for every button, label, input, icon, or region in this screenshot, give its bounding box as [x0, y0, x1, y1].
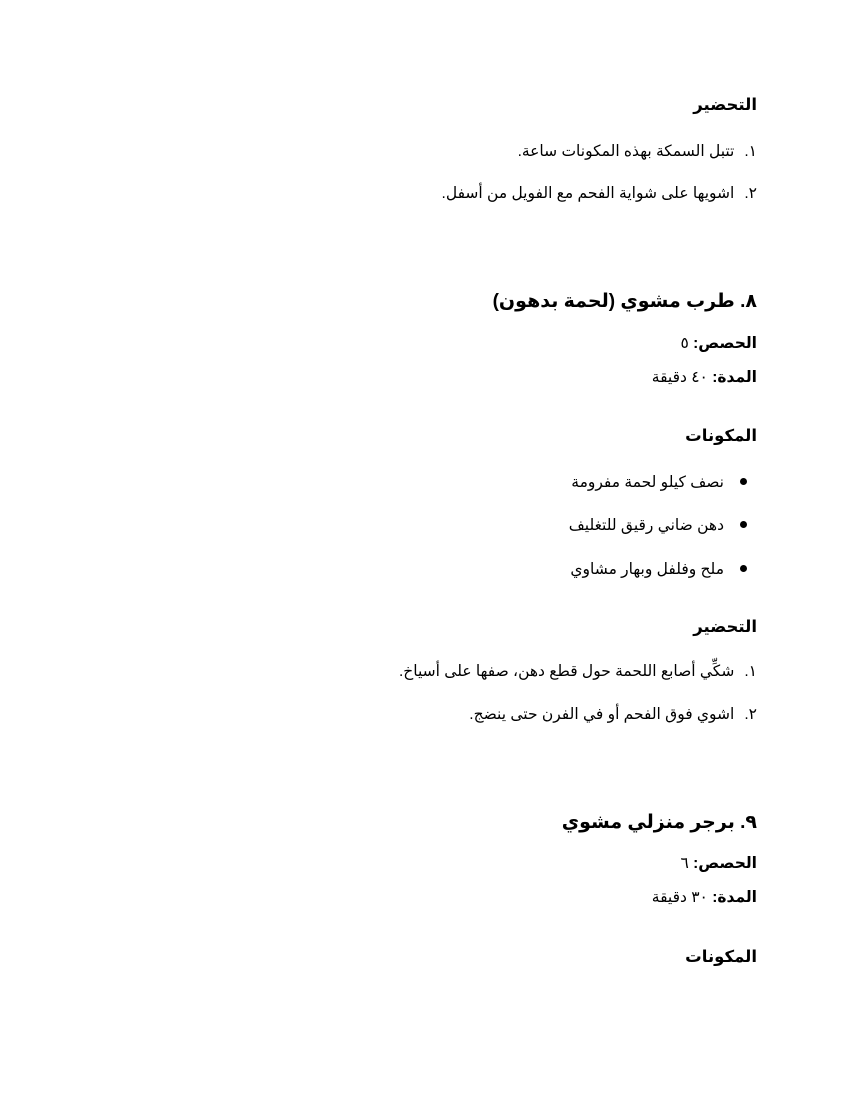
- ingredient-text: نصف كيلو لحمة مفرومة: [571, 474, 724, 491]
- duration-label: المدة:: [712, 369, 757, 386]
- step-number: ١.: [744, 663, 757, 680]
- bullet-icon: [740, 521, 747, 528]
- ingredients-heading: المكونات: [685, 427, 757, 445]
- ingredient-item: [569, 518, 747, 534]
- bullet-icon: [740, 565, 747, 572]
- servings-label: الحصص:: [693, 335, 757, 352]
- recipe-title: ٨. طرب مشوي (لحمة بدهون): [492, 291, 757, 312]
- prep-step: [518, 144, 757, 160]
- recipe-title: ٩. برجر منزلي مشوي: [561, 812, 757, 833]
- duration-label: المدة:: [712, 889, 757, 906]
- prep-heading: التحضير: [693, 96, 757, 114]
- servings-line: [680, 856, 757, 872]
- servings-line: [680, 336, 757, 352]
- servings-value: ٦: [680, 855, 689, 872]
- servings-label: الحصص:: [693, 855, 757, 872]
- step-text: اشوي فوق الفحم أو في الفرن حتى ينضج.: [469, 706, 735, 723]
- prep-heading: التحضير: [693, 618, 757, 636]
- ingredient-item: [571, 475, 747, 491]
- duration-value: ٣٠ دقيقة: [651, 889, 708, 906]
- prep-step: [442, 186, 757, 202]
- duration-line: [652, 890, 757, 906]
- step-text: شكِّي أصابع اللحمة حول قطع دهن، صفها على أسياخ.: [398, 663, 735, 680]
- ingredient-text: ملح وفلفل وبهار مشاوي: [570, 561, 724, 578]
- servings-value: ٥: [680, 335, 689, 352]
- step-number: ٢.: [744, 185, 757, 202]
- step-text: تتبل السمكة بهذه المكونات ساعة.: [517, 143, 735, 160]
- ingredient-item: [570, 562, 747, 578]
- ingredient-text: دهن ضاني رقيق للتغليف: [568, 517, 724, 534]
- step-text: اشويها على شواية الفحم مع الفويل من أسفل.: [441, 185, 735, 202]
- step-number: ٢.: [744, 706, 757, 723]
- duration-value: ٤٠ دقيقة: [651, 369, 708, 386]
- step-number: ١.: [744, 143, 757, 160]
- ingredients-heading: المكونات: [685, 948, 757, 966]
- bullet-icon: [740, 478, 747, 485]
- prep-step: [469, 707, 757, 723]
- prep-step: [399, 664, 757, 680]
- duration-line: [652, 370, 757, 386]
